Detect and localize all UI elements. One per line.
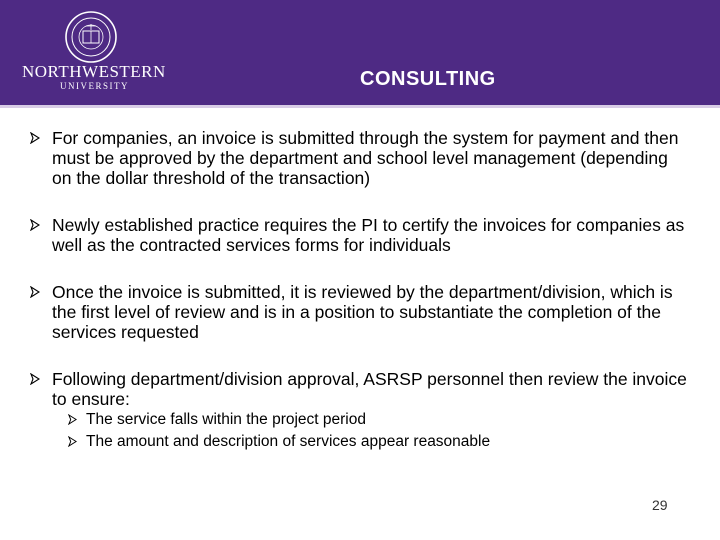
bullet-item xyxy=(30,369,690,409)
slide-title: CONSULTING xyxy=(360,68,496,90)
logo-wordmark: NORTHWESTERN xyxy=(22,62,166,81)
page-number: 29 xyxy=(652,497,668,513)
sub-bullet-item xyxy=(68,411,688,429)
bullet-item xyxy=(30,282,690,342)
sub-bullet-item xyxy=(68,433,688,451)
arrow-bullet-icon xyxy=(68,414,77,425)
arrow-bullet-icon xyxy=(30,132,40,144)
sub-bullet-text: The service falls within the project period xyxy=(86,411,366,428)
bullet-text: For companies, an invoice is submitted through the system for payment and then must be approved by the department and school level management (depending on the dollar threshold of the transaction) xyxy=(52,128,679,188)
bullet-text: Once the invoice is submitted, it is reviewed by the department/division, which is the first level of review and is in a position to substantiate the completion of the services requested xyxy=(52,282,673,342)
bullet-text: Following department/division approval, ASRSP personnel then review the invoice to ensure: xyxy=(52,369,687,409)
arrow-bullet-icon xyxy=(68,436,77,447)
arrow-bullet-icon xyxy=(30,286,40,298)
sub-bullet-text: The amount and description of services appear reasonable xyxy=(86,433,491,450)
arrow-bullet-icon xyxy=(30,373,40,385)
bullet-item xyxy=(30,128,690,188)
bullet-text: Newly established practice requires the PI to certify the invoices for companies as well as the contracted services forms for individuals xyxy=(52,215,685,255)
logo-subtitle: UNIVERSITY xyxy=(60,81,129,91)
bullet-item xyxy=(30,215,690,255)
arrow-bullet-icon xyxy=(30,219,40,231)
